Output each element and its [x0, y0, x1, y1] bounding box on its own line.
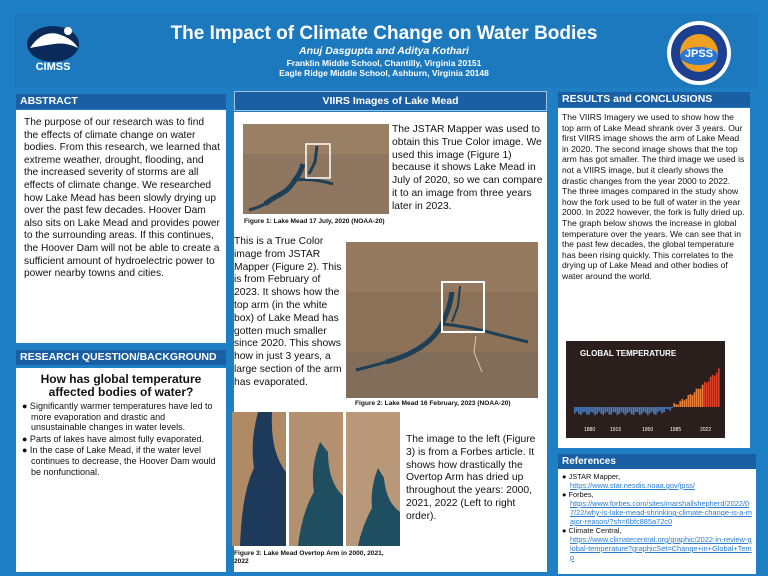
temperature-bar	[574, 407, 576, 413]
temperature-bar	[576, 407, 578, 412]
temperature-bar	[631, 407, 633, 414]
temperature-bar	[611, 407, 613, 415]
jpss-logo-text: JPSS	[684, 48, 714, 60]
abstract-heading: ABSTRACT	[16, 94, 226, 109]
temperature-bar	[655, 407, 657, 415]
temperature-bar	[673, 403, 675, 407]
temperature-bar	[625, 407, 627, 415]
global-temperature-title: GLOBAL TEMPERATURE	[580, 349, 677, 358]
reference-name: ● JSTAR Mapper,	[562, 472, 621, 481]
temperature-bar	[643, 407, 645, 412]
year-tick: 1915	[610, 427, 622, 433]
poster-authors: Anuj Dasgupta and Aditya Kothari	[299, 45, 469, 57]
temperature-bar	[663, 407, 665, 412]
global-temperature-axis	[566, 427, 725, 435]
temperature-bar	[690, 394, 692, 407]
reference-link[interactable]: https://www.star.nesdis.noaa.gov/jpss/	[570, 481, 695, 490]
reference-link[interactable]: https://www.forbes.com/sites/marshallshepherd/2022/07/22/why-is-lake-mead-shrinking-climate-change-is-a-major-reason/?sh=6bfc885a72c0	[570, 499, 752, 526]
temperature-bar	[619, 407, 621, 414]
temperature-bar	[653, 407, 655, 414]
temperature-bar	[606, 407, 608, 412]
research-heading: RESEARCH QUESTION/BACKGROUND	[16, 350, 226, 365]
temperature-bar	[661, 407, 663, 413]
year-tick: 1985	[670, 427, 682, 433]
temperature-bar	[671, 407, 673, 408]
temperature-bar	[602, 407, 604, 415]
temperature-bar	[669, 407, 671, 411]
temperature-bar	[667, 407, 669, 409]
temperature-bar	[586, 407, 588, 415]
temperature-bar	[596, 407, 598, 414]
temperature-bar	[702, 385, 704, 407]
temperature-bar	[710, 377, 712, 407]
figure-3-caption: Figure 3: Lake Mead Overtop Arm in 2000, 2021, 2022	[234, 550, 384, 565]
temperature-bar	[718, 368, 720, 407]
research-bullet: ● Significantly warmer temperatures have led to more evaporation and drastic and unsustainable changes in water levels.	[22, 401, 213, 433]
temperature-bar	[594, 407, 596, 415]
temperature-bar	[706, 383, 708, 407]
temperature-bar	[615, 407, 617, 412]
school-line-2: Eagle Ridge Middle School, Ashburn, Virginia 20148	[279, 68, 489, 78]
temperature-bar	[686, 399, 688, 407]
temperature-bar	[592, 407, 594, 413]
reference-item	[562, 490, 752, 526]
school-line-1: Franklin Middle School, Chantilly, Virginia 20151	[286, 58, 482, 68]
global-temperature-graphic	[566, 341, 725, 438]
temperature-bar	[681, 399, 683, 407]
temperature-bar	[623, 407, 625, 413]
temperature-bar	[651, 407, 653, 412]
temperature-bar	[633, 407, 635, 415]
abstract-panel	[16, 110, 226, 343]
temperature-bar	[635, 407, 637, 412]
year-tick: 1880	[584, 427, 596, 433]
temperature-bar	[578, 407, 580, 414]
research-panel	[16, 368, 226, 572]
research-bullet: ● Parts of lakes have almost fully evaporated.	[22, 433, 205, 444]
research-question: How has global temperature affected bodies of water?	[40, 372, 202, 399]
temperature-bar	[580, 407, 582, 415]
temperature-bar	[590, 407, 592, 412]
figure-3-image	[232, 412, 400, 546]
temperature-bar	[584, 407, 586, 412]
viirs-heading: VIIRS Images of Lake Mead	[234, 91, 547, 111]
research-bullets	[16, 399, 226, 477]
temperature-bar	[677, 405, 679, 407]
temperature-bar	[714, 376, 716, 407]
abstract-text: The purpose of our research was to find the effects of climate change on water bodies. From this research, we learned that extreme weather, drought, flooding, and the increased severity of storms are all effects of climate change. We researched how Lake Mead has been slowly drying up over the past few decades. Hoover Dam also sits on Lake Mead and provides power to the surrounding areas. If this continues, the Hoover Dam will not be able to create a sufficient amount of hydroelectric power to power nearby towns and cities.	[24, 117, 220, 280]
temperature-bar	[657, 407, 659, 412]
temperature-bar	[696, 389, 698, 407]
temperature-bar	[639, 407, 641, 415]
temperature-bar	[675, 404, 677, 407]
figure-1-text: The JSTAR Mapper was used to obtain this True Color image. We used this image (Figure 1) because it shows Lake Mead in July of 2020, so we can compare it to an image from three years later in 2023.	[392, 124, 543, 212]
temperature-bar	[613, 407, 615, 412]
year-tick: 1950	[642, 427, 654, 433]
results-heading: RESULTS and CONCLUSIONS	[558, 92, 750, 107]
reference-item	[562, 472, 752, 490]
temperature-bar	[665, 407, 667, 409]
temperature-bar	[704, 382, 706, 407]
cimss-logo-text: CIMSS	[35, 61, 71, 73]
temperature-bar	[712, 375, 714, 407]
temperature-bar	[694, 392, 696, 407]
temperature-bar	[637, 407, 639, 412]
temperature-bar	[629, 407, 631, 412]
results-text: The VIIRS Imagery we used to show how the top arm of Lake Mead shrank over 3 years. Our first VIIRS image shows the arm of Lake Mead in 2020. The second image shows that the top arm has got smaller. The third image we used is not a VIIRS image, but it clearly shows the drastic changes from the year 2000 to 2022. The three images compared in the study show how the fork used to be full of water in the year 2000. In 2022 however, the fork is fully dried up. The graph below shows the increase in global temperature over the years. We can see that in the past few decades, the global temperature has been rising quickly. This correlates to the drying up of Lake Mead and other bodies of water around the world.	[562, 112, 745, 281]
temperature-bar	[716, 373, 718, 407]
references-heading: References	[558, 454, 756, 469]
temperature-bar	[600, 407, 602, 414]
references-list	[558, 469, 756, 562]
poster-title: The Impact of Climate Change on Water Bodies	[170, 23, 598, 44]
temperature-bar	[679, 401, 681, 407]
temperature-bar	[645, 407, 647, 413]
temperature-bar	[588, 407, 590, 415]
reference-name: ● Forbes,	[562, 490, 594, 499]
temperature-bar	[582, 407, 584, 413]
temperature-bar	[684, 400, 686, 407]
figure-2-caption: Figure 2: Lake Mead 16 February, 2023 (NOAA-20)	[355, 400, 511, 407]
figure-2-text: This is a True Color image from JSTAR Mapper (Figure 2). This is from February of 2023. It shows how the top arm (in the white box) of Lake Mead has gotten much smaller since 2020. This shows how in just 3 years, a large section of the arm has evaporated.	[234, 236, 342, 388]
temperature-bar	[598, 407, 600, 412]
figure-1-image	[243, 124, 389, 214]
temperature-bar	[649, 407, 651, 413]
temperature-bar	[692, 395, 694, 407]
reference-item	[562, 526, 752, 562]
temperature-bar	[617, 407, 619, 415]
temperature-bar	[700, 389, 702, 407]
figure-3-text: The image to the left (Figure 3) is from a Forbes article. It shows how drastically the Overtop Arm has dried up throughout the years: 2000, 2021, 2022 (Left to right order).	[406, 434, 536, 522]
temperature-bar	[604, 407, 606, 413]
reference-link[interactable]: https://www.climatecentral.org/graphic/2022-in-review-global-temperature?graphicSet=Change+in+Global+Temp	[570, 535, 752, 562]
temperature-bar	[627, 407, 629, 413]
temperature-bar	[708, 381, 710, 407]
temperature-bar	[647, 407, 649, 415]
temperature-bar	[641, 407, 643, 414]
temperature-bar	[688, 395, 690, 407]
figure-1-caption: Figure 1: Lake Mead 17 July, 2020 (NOAA-20)	[244, 218, 385, 225]
temperature-bar	[659, 407, 661, 411]
references-panel	[558, 469, 756, 574]
research-bullet: ● In the case of Lake Mead, if the water level continues to decrease, the Hoover Dam would be nonfunctional.	[22, 445, 216, 477]
year-tick: 2022	[700, 427, 712, 433]
temperature-bar	[608, 407, 610, 414]
global-temperature-bars	[574, 363, 720, 425]
temperature-bar	[698, 389, 700, 407]
reference-name: ● Climate Central,	[562, 526, 622, 535]
figure-2-image	[346, 242, 538, 398]
temperature-bar	[621, 407, 623, 412]
